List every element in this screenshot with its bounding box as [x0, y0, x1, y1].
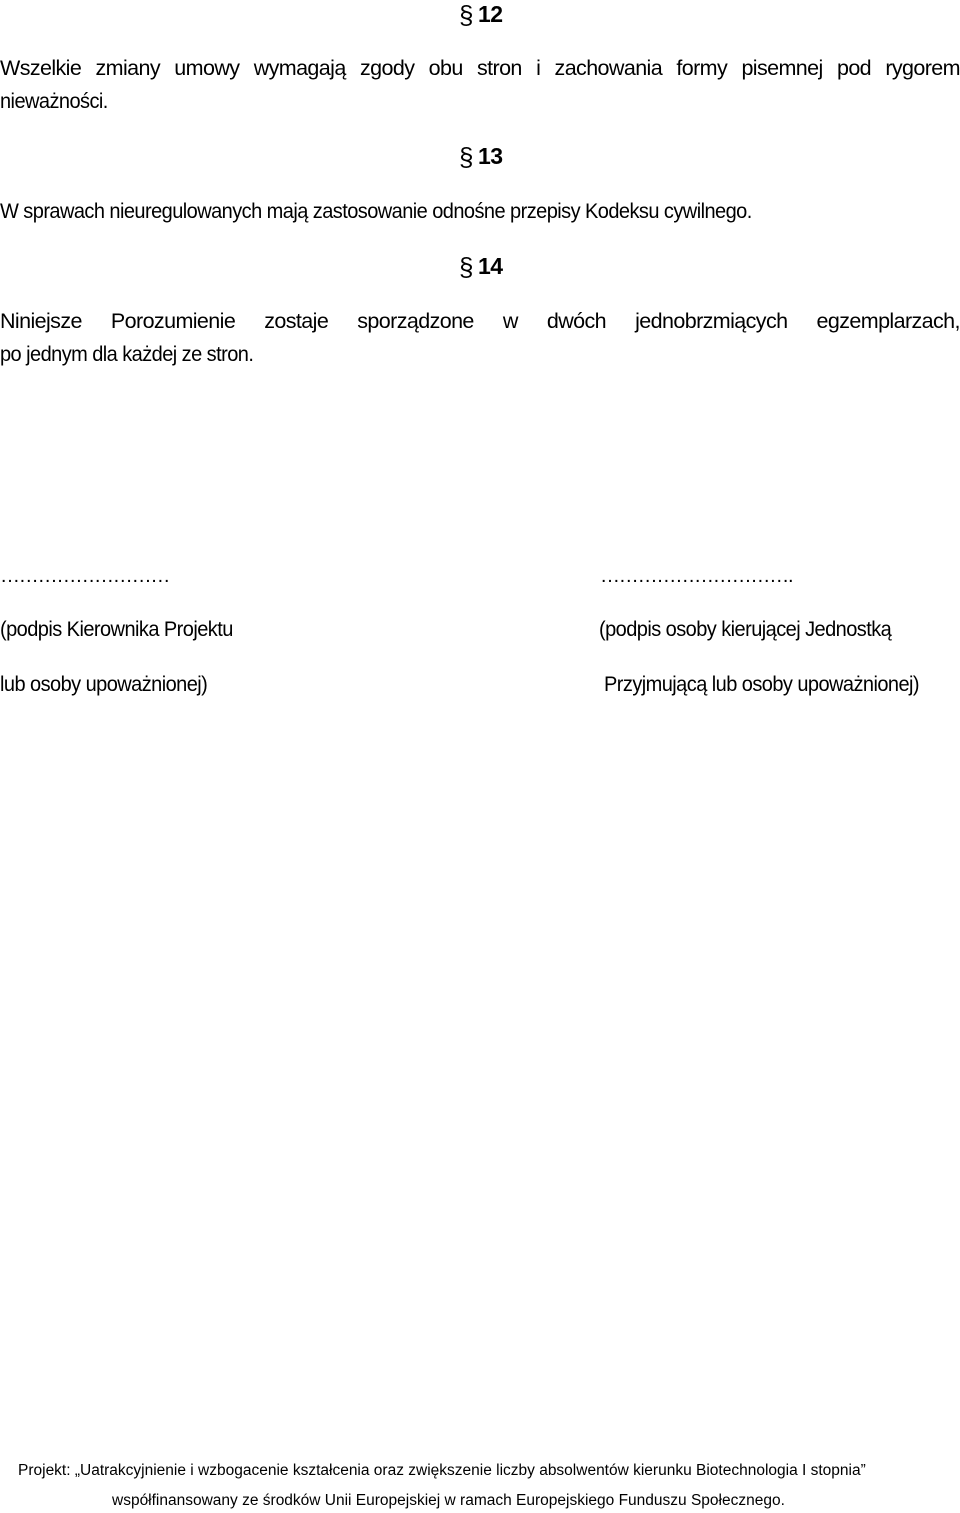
word: w — [502, 309, 518, 333]
footer-funding-line: współfinansowany ze środków Unii Europejskiej w ramach Europejskiego Funduszu Społecznego. — [112, 1492, 785, 1509]
word: sporządzone — [357, 309, 474, 333]
word: obu — [428, 56, 463, 80]
word: stron — [476, 56, 522, 80]
word: Porozumienie — [110, 309, 236, 333]
word: rygorem — [885, 56, 960, 80]
footer-project-line: Projekt: „Uatrakcyjnienie i wzbogacenie kształcenia oraz zwiększenie liczby absolwentów kierunku Biotechnologia I stopnia” — [18, 1462, 866, 1479]
signature-label-right-line-1: (podpis osoby kierującej Jednostką — [599, 617, 892, 641]
word: zgody — [359, 56, 415, 80]
section-13-paragraph: W sprawach nieuregulowanych mają zastosowanie odnośne przepisy Kodeksu cywilnego. — [0, 199, 752, 223]
word: wymagają — [253, 56, 346, 80]
signature-label-left-line-1: (podpis Kierownika Projektu — [0, 617, 233, 641]
word: Wszelkie — [0, 56, 82, 80]
section-14-paragraph-line-2: po jednym dla każdej ze stron. — [0, 342, 254, 366]
section-number: 14 — [477, 253, 503, 279]
word: jednobrzmiących — [635, 309, 788, 333]
section-symbol: § — [459, 0, 473, 30]
section-heading-12 — [459, 0, 503, 31]
word: i — [536, 56, 541, 80]
word: umowy — [174, 56, 240, 80]
signature-label-right-line-2: Przyjmującą lub osoby upoważnionej) — [604, 672, 920, 696]
section-14-paragraph-line-1 — [0, 309, 960, 334]
word: pod — [836, 56, 872, 80]
section-heading-14 — [459, 252, 503, 283]
section-symbol: § — [459, 252, 473, 282]
word: egzemplarzach, — [816, 309, 960, 333]
word: pisemnej — [741, 56, 823, 80]
word: formy — [676, 56, 728, 80]
signature-line-right: …………………………. — [600, 565, 793, 587]
section-symbol: § — [459, 142, 473, 172]
signature-line-left: ……………………… — [0, 565, 170, 587]
section-number: 12 — [477, 1, 503, 27]
word: dwóch — [546, 309, 607, 333]
word: Niniejsze — [0, 309, 82, 333]
signature-label-left-line-2: lub osoby upoważnionej) — [0, 672, 208, 696]
section-heading-13 — [459, 142, 503, 173]
word: zachowania — [554, 56, 663, 80]
section-12-paragraph-line-1 — [0, 56, 960, 81]
section-number: 13 — [477, 143, 503, 169]
word: zmiany — [95, 56, 161, 80]
section-12-paragraph-line-2: nieważności. — [0, 89, 108, 113]
word: zostaje — [264, 309, 329, 333]
